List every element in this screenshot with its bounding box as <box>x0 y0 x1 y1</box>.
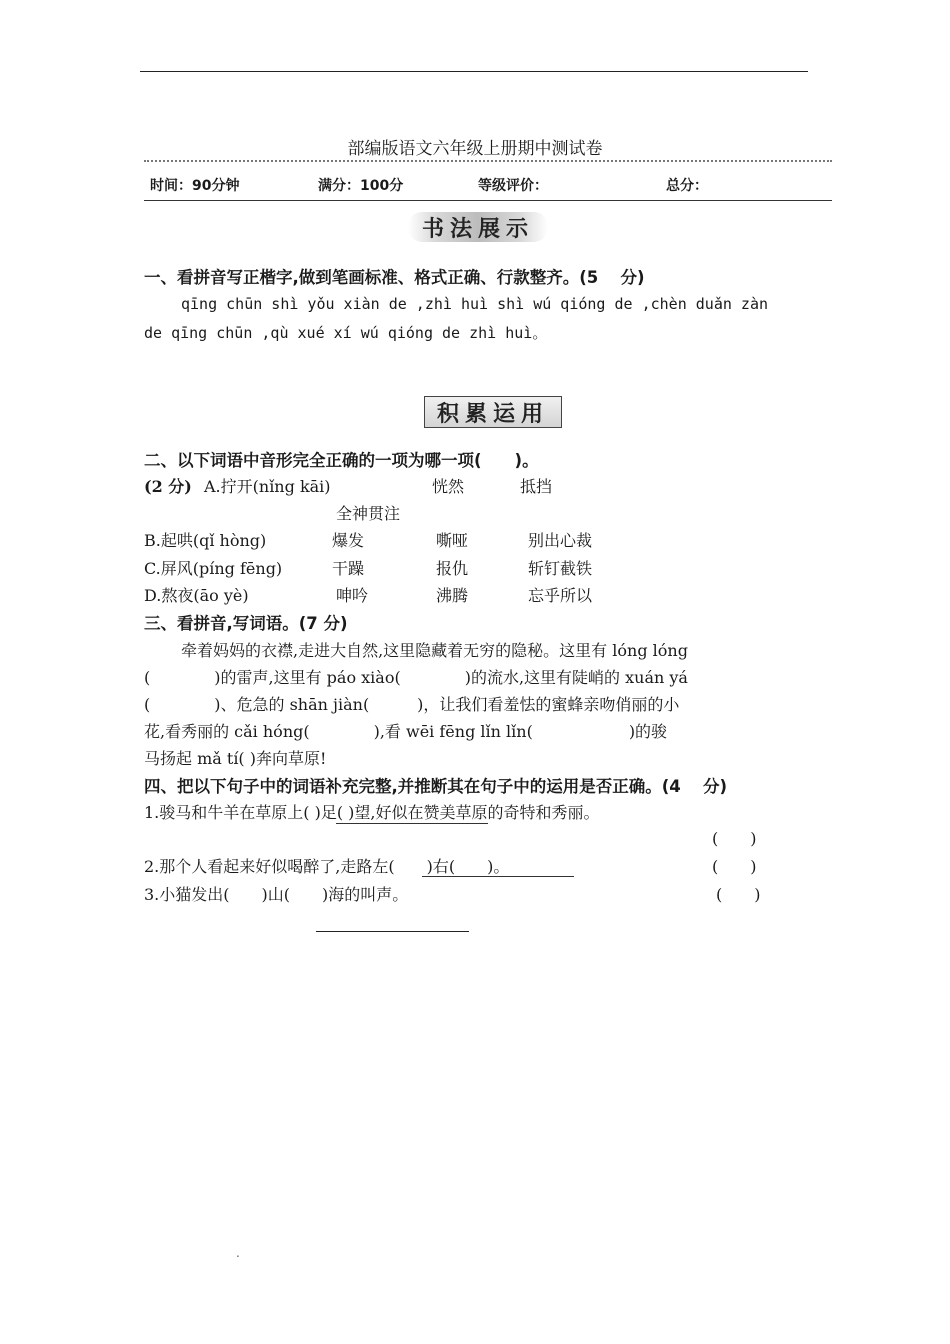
q2-option-c-word3: 报仇 <box>436 559 469 578</box>
q3-line5: 马扬起 mǎ tí( )奔向草原! <box>144 749 327 768</box>
q1-heading: 一、看拼音写正楷字,做到笔画标准、格式正确、行款整齐。(5 分) <box>144 268 645 287</box>
full-score-info: 满分：100分 <box>318 178 404 194</box>
q3-line4: 花,看秀丽的 cǎi hóng( ),看 wēi fēng lǐn lǐn( )的骏 <box>144 722 668 741</box>
q2-option-a-word4: 全神贯注 <box>336 504 401 523</box>
bottom-short-rule <box>316 931 469 932</box>
page-title: 部编版语文六年级上册期中测试卷 <box>347 139 603 159</box>
q2-option-d-label: D.熬夜(āo yè) <box>144 586 249 605</box>
q2-option-a-label: A.拧开(nǐng kāi) <box>204 477 331 496</box>
q2-option-b-label: B.起哄(qǐ hòng) <box>144 531 267 550</box>
q2-option-c-word2: 干躁 <box>332 559 365 578</box>
q4-s1-underline <box>336 823 488 824</box>
time-info: 时间：90分钟 <box>150 178 240 194</box>
q2-option-a-word2: 恍然 <box>432 477 465 496</box>
q2-option-d-word2: 呻吟 <box>336 586 369 605</box>
q2-option-c-label: C.屏风(píng fēng) <box>144 559 283 578</box>
q2-score: (2 分) <box>144 477 192 496</box>
q2-option-b-word4: 别出心裁 <box>528 531 593 550</box>
q4-s3-answer-paren[interactable]: ( ) <box>716 885 761 904</box>
q3-line2: ( )的雷声,这里有 páo xiào( )的流水,这里有陡峭的 xuán yá <box>144 668 688 687</box>
q2-heading: 二、以下词语中音形完全正确的一项为哪一项( )。 <box>144 451 539 470</box>
q4-sentence-3: 3.小猫发出( )山( )海的叫声。 <box>144 885 409 904</box>
q2-option-b-word2: 爆发 <box>332 531 365 550</box>
q2-option-c-word4: 斩钉截铁 <box>528 559 593 578</box>
header-divider <box>144 200 832 201</box>
q4-heading: 四、把以下句子中的词语补充完整,并推断其在句子中的运用是否正确。(4 分) <box>144 777 728 796</box>
dotted-divider <box>144 160 832 162</box>
q1-pinyin-line2: de qīng chūn ,qù xué xí wú qióng de zhì huì。 <box>144 324 548 342</box>
q4-sentence-1: 1.骏马和牛羊在草原上( )足( )望,好似在赞美草原的奇特和秀丽。 <box>144 803 600 822</box>
q1-pinyin-line1: qīng chūn shì yǒu xiàn de ,zhì huì shì wú qióng de ,chèn duǎn zàn <box>181 295 768 313</box>
q2-option-b-word3: 嘶哑 <box>436 531 469 550</box>
calligraphy-banner: 书法展示 <box>408 212 548 242</box>
total-info: 总分： <box>666 178 708 194</box>
q4-s2-answer-paren[interactable]: ( ) <box>712 857 757 876</box>
accumulation-banner: 积累运用 <box>424 396 562 428</box>
q4-sentence-2: 2.那个人看起来好似喝醉了,走路左( )右( )。 <box>144 857 510 876</box>
q2-option-d-word3: 沸腾 <box>436 586 469 605</box>
grade-info: 等级评价： <box>478 178 548 194</box>
q4-s2-underline <box>422 876 574 877</box>
q2-option-a-word3: 抵挡 <box>520 477 553 496</box>
footer-dot: . <box>236 1246 240 1260</box>
q3-line3: ( )、危急的 shān jiàn( )，让我们看羞怯的蜜蜂亲吻俏丽的小 <box>144 695 680 714</box>
q3-line1: 牵着妈妈的衣襟,走进大自然,这里隐藏着无穷的隐秘。这里有 lóng lóng <box>181 641 688 660</box>
top-rule <box>140 71 808 72</box>
q4-s1-answer-paren[interactable]: ( ) <box>712 829 757 848</box>
q3-heading: 三、看拼音,写词语。(7 分) <box>144 614 348 633</box>
q2-option-d-word4: 忘乎所以 <box>528 586 593 605</box>
